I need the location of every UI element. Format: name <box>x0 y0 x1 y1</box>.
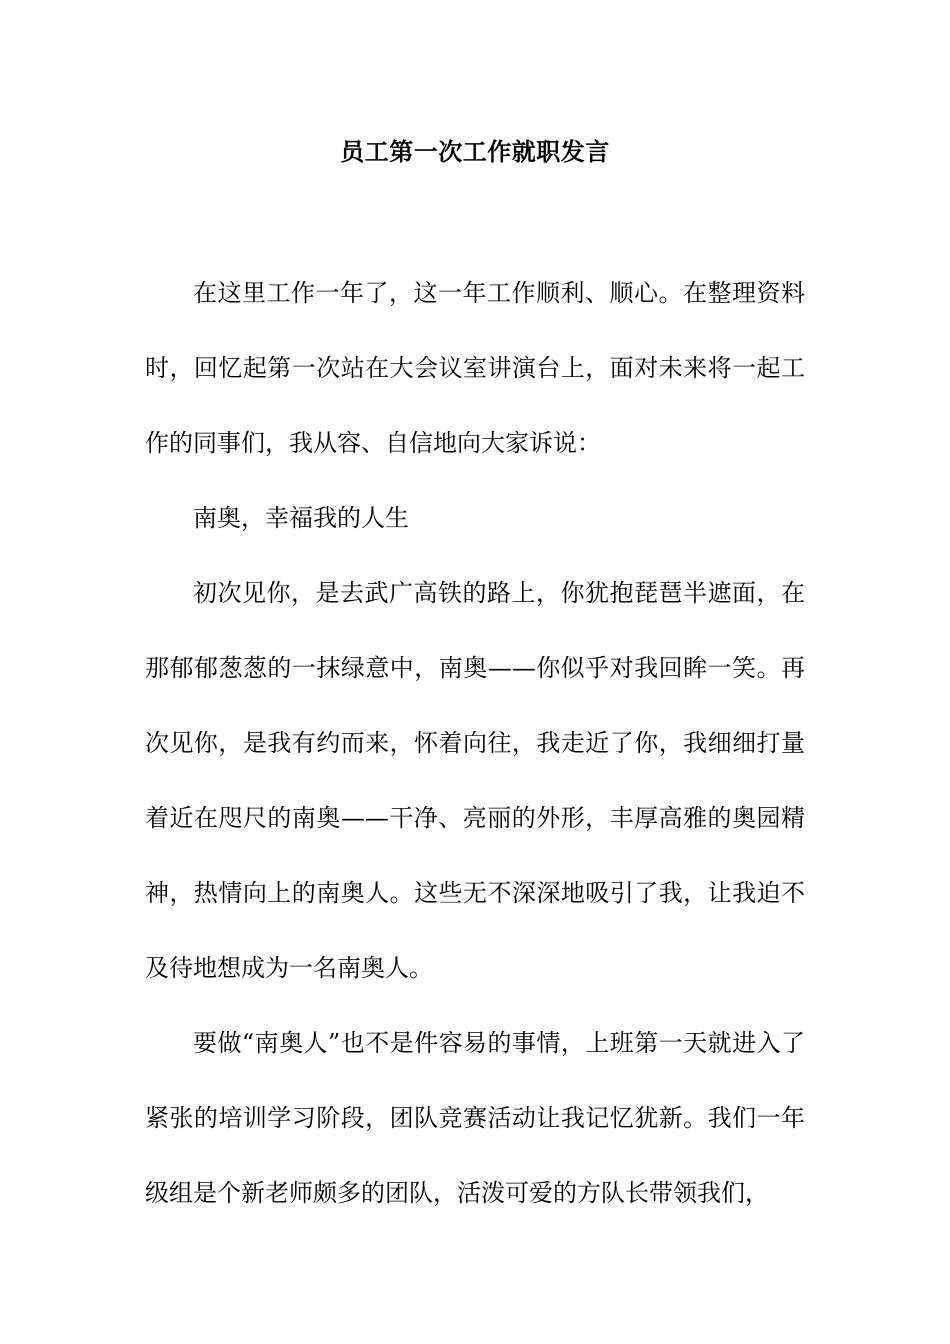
document-body <box>145 256 805 1231</box>
paragraph-heading: 南奥，幸福我的人生 <box>193 504 409 532</box>
document-title: 员工第一次工作就职发言 <box>340 137 610 166</box>
paragraph-first-meeting: 初次见你，是去武广高铁的路上，你犹抱琵琶半遮面，在那郁郁葱葱的一抹绿意中，南奥——你似乎对我回眸一笑。再次见你，是我有约而来，怀着向往，我走近了你，我细细打量着近在咫尺的南奥——干净、亮丽的外形，丰厚高雅的奥园精神，热情向上的南奥人。这些无不深深地吸引了我，让我迫不及待地想成为一名南奥人。 <box>145 579 805 982</box>
paragraph-intro: 在这里工作一年了，这一年工作顺利、顺心。在整理资料时，回忆起第一次站在大会议室讲演台上，面对未来将一起工作的同事们，我从容、自信地向大家诉说： <box>145 279 805 457</box>
paragraph-training: 要做“南奥人”也不是件容易的事情，上班第一天就进入了紧张的培训学习阶段，团队竞赛活动让我记忆犹新。我们一年级组是个新老师颇多的团队，活泼可爱的方队长带领我们， <box>145 1029 805 1207</box>
